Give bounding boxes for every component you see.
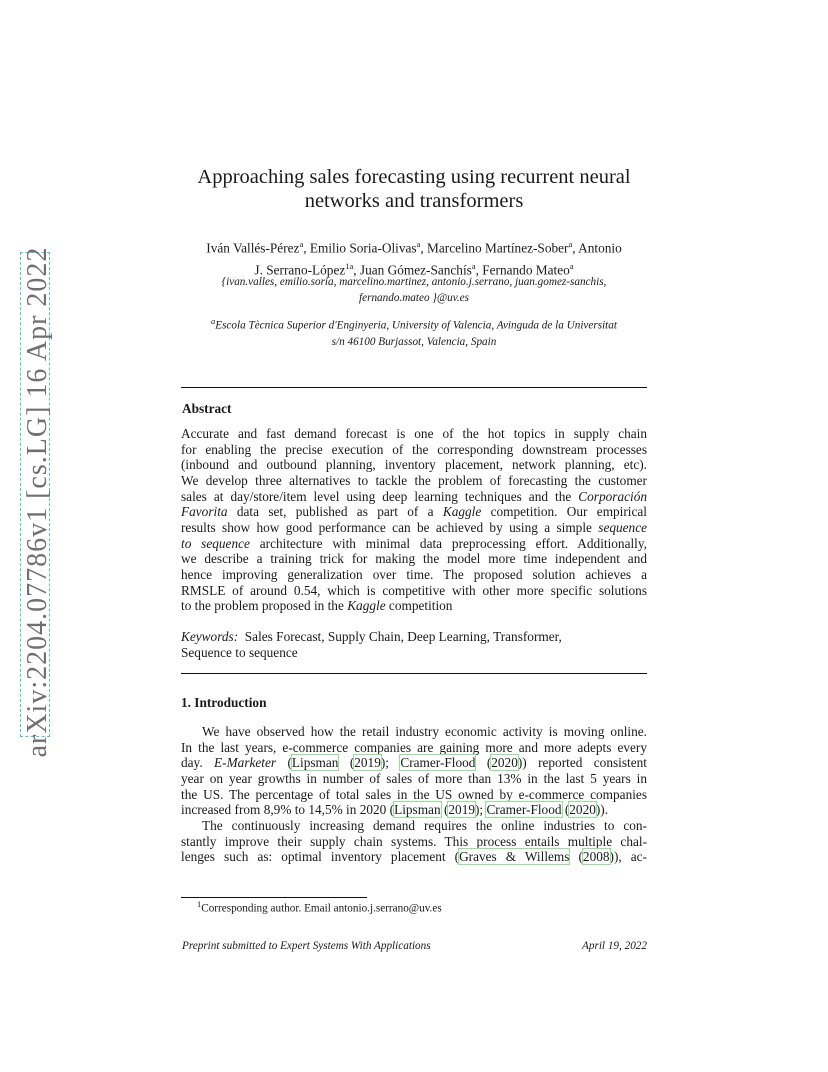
abstract-line: Favorita data set, published as part of a Kaggle competition. Our empirical [181,504,647,520]
introduction-line: year on year growths in number of sales of more than 13% in the last 5 years in [181,770,647,786]
abstract-line: to the problem proposed in the Kaggle competition [181,598,453,614]
footnote-rule [181,897,367,898]
authors-line-2: J. Serrano-López$^{1a}$, Juan Gómez-Sanchís$^a$, Fernando Mateo$^a$ [254,261,574,278]
section-heading-introduction: 1. Introduction [181,695,267,710]
author-emails [170,274,658,306]
abstract-body [181,426,647,614]
arxiv-stamp[interactable]: arXiv:2204.07786v1 [cs.LG] 16 Apr 2022 [22,246,53,758]
title-line-2: networks and transformers [304,190,524,212]
keywords [181,629,647,660]
emails-line-2: fernando.mateo }@uv.es [359,292,469,304]
abstract-heading: Abstract [182,401,232,416]
affiliation-line-2: s/n 46100 Burjassot, Valencia, Spain [331,335,497,348]
abstract-line: to sequence architecture with minimal data preprocessing effort. Additionally, [181,535,647,551]
abstract-top-rule [181,387,647,388]
footer-preprint: Preprint submitted to Expert Systems With Applications [182,940,431,952]
abstract-line: we describe a training trick for making the model more time independent and [181,551,647,567]
introduction-line: The continuously increasing demand requires the online industries to con- [202,817,647,833]
keywords-label: Keywords: [181,629,239,644]
paper-title [150,165,678,213]
emails-line-1: {ivan.valles, emilio.soria, marcelino.martinez, antonio.j.serrano, juan.gomez-sanchis, [221,276,607,288]
authors-line-1: Iván Vallés-Pérez$^a$, Emilio Soria-Olivas$^a$, Marcelino Martínez-Sober$^a$, Antonio [206,239,622,256]
abstract-line: (inbound and outbound planning, inventory placement, network planning, etc). [181,457,647,473]
affiliation [170,313,658,350]
footnote: $^1$Corresponding author. Email antonio.j.serrano@uv.es [197,899,442,915]
abstract-line: sales at day/store/item level using deep learning techniques and the Corporación [181,488,647,504]
footer-date: April 19, 2022 [582,940,647,952]
abstract-line: hence improving generalization over time. The proposed solution achieves a [181,566,647,582]
introduction-line: increased from 8,9% to 14,5% in 2020 (Lipsman (2019); Cramer-Flood (2020)). [181,802,609,818]
introduction-line: the US. The percentage of total sales in the US owned by e-commerce companies [181,786,647,802]
introduction-line: stantly improve their supply chain systems. This process entails multiple chal- [181,833,647,849]
introduction-body [181,724,647,865]
abstract-line: RMSLE of around 0.54, which is competitive with other more specific solutions [181,582,647,598]
introduction-line: We have observed how the retail industry economic activity is moving online. [202,724,647,739]
title-line-1: Approaching sales forecasting using recurrent neural [197,166,631,188]
introduction-line: day. E-Marketer (Lipsman (2019); Cramer-Flood (2020)) reported consistent [181,755,647,771]
abstract-line: results show how good performance can be achieved by using a simple sequence [181,519,647,535]
affiliation-line-1: $^a$Escola Tècnica Superior d'Enginyeria, University of Valencia, Avinguda de la Universitat [210,316,617,332]
keywords-line-2: Sequence to sequence [181,644,298,660]
introduction-line: lenges such as: optimal inventory placement (Graves & Willems (2008)), ac- [181,849,647,865]
abstract-line: We develop three alternatives to tackle the problem of forecasting the customer [181,472,647,488]
keywords-line-1: Sales Forecast, Supply Chain, Deep Learning, Transformer, [244,629,562,644]
introduction-line: In the last years, e-commerce companies are gaining more and more adepts every [181,739,647,755]
abstract-bottom-rule [181,673,647,674]
abstract-line: Accurate and fast demand forecast is one of the hot topics in supply chain [181,426,647,441]
abstract-line: for enabling the precise execution of the corresponding downstream processes [181,441,647,457]
